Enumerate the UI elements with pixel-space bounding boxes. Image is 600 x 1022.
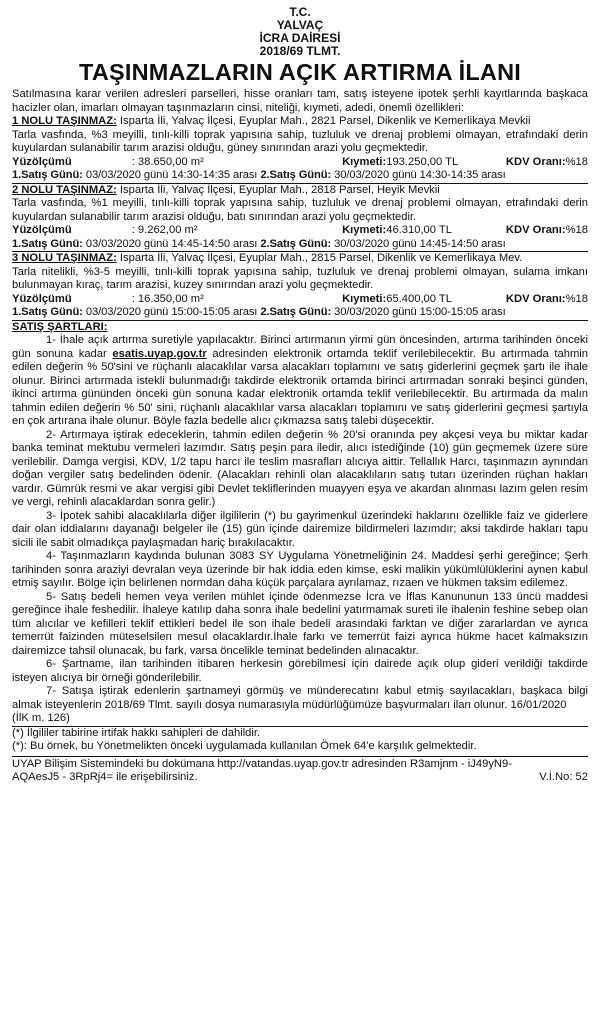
area-label: Yüzölçümü [12,292,72,305]
property-values-row [12,224,588,238]
conditions-heading: SATIŞ ŞARTLARI: [12,320,108,333]
area-label: Yüzölçümü [12,224,72,236]
esatis-link[interactable]: esatis.uyap.gov.tr [112,347,207,360]
property-description: Tarla vasfında, %3 meyilli, tınlı-killi toprak yapısına sahip, tuzluluk ve drenaj problemi olmayan, etrafındaki derin kuyulardan sulanabilir tarım arazisi olduğu, güney sınırından arazi yolu geçmektedir. [12,128,588,154]
value-label: Kıymeti: [342,292,387,305]
footer-access-line: UYAP Bilişim Sistemindeki bu dokümana http://vatandas.uyap.gov.tr adresinden R3amjnm - iJ49yN9- [12,757,512,770]
condition-4: 4- Taşınmazların kaydında bulunan 3083 SY Uygulama Yönetmeliğinin 24. Maddesi şerhi gereğince; Şerh tarihinden sonra araziyi devralan veya üzerinde bir hak iddia eden kimse, eski malikin yükümlülüklerini aynen kabul etmiş sayılır. Bölge için belirlenen normdan daha küçük parçalara ayrılamaz, rızaen ve hükmen taksim edilemez. [12,550,588,589]
property-description: Tarla vasfında, %1 meyilli, tınlı-killi toprak yapısına sahip, tuzluluk ve drenaj problemi olmayan, etrafındaki derin kuyulardan sulanabilir tarım arazisi olduğu, batı sınırından arazi yolu geçmektedir. [12,197,588,223]
kdv-label: KDV Oranı: [505,224,566,236]
kdv-label: KDV Oranı: [505,155,566,168]
condition-1-text: 1- İhale açık artırma suretiyle yapılacaktır. Birinci artırmanın yirmi gün öncesinden, artırma tarihinden önceki gün sonuna kadar [12,334,588,360]
footer-access-code: AQAesJ5 - 3RpRj4= ile erişebilirsiniz. [12,771,198,783]
sale2-date: 30/03/2020 günü 14:30-14:35 arası [331,169,506,181]
kdv-label: KDV Oranı: [505,292,566,305]
property-address: Isparta İli, Yalvaç İlçesi, Eyuplar Mah., 2821 Parsel, Dikenlik ve Kemerlikaya Mevkii [116,115,531,127]
sale1-label: 1.Satış Günü: [12,237,83,250]
note-1: (*) İlgililer tabirine irtifak hakkı sahipleri de dahildir. [12,726,261,739]
intro-paragraph: Satılmasına karar verilen adresleri parselleri, hisse oranları tam, satış isteyene ipotek şerhli kayıtlarında başkaca hacizler olan, imarları olmayan taşınmazların cinsi, niteliği, kıymeti, adedi, önemli özellikleri: [12,88,588,114]
ilk-reference: (İlK m. 126) [12,712,588,727]
value-amount: 46.310,00 TL [386,224,452,236]
header-country: T.C. [289,5,311,19]
footer-vino: V.İ.No: 52 [539,771,588,783]
property-1 [12,115,588,184]
page-title: TAŞINMAZLARIN AÇIK ARTIRMA İLANI [79,59,521,85]
kdv-value: %18 [565,155,589,168]
sale2-date: 30/03/2020 günü 15:00-15:05 arası [331,306,506,318]
property-2 [12,184,588,253]
property-values-row [12,156,588,170]
value-label: Kıymeti: [342,155,387,168]
area-label: Yüzölçümü [12,155,72,168]
area-value: : 38.650,00 m² [131,155,204,168]
kdv-value: %18 [565,292,589,305]
property-address: Isparta İli, Yalvaç İlçesi, Eyuplar Mah., 2815 Parsel, Dikenlik ve Kemerlikaya Mev. [116,252,523,264]
header-file-number: 2018/69 TLMT. [259,44,341,58]
document-header [12,6,588,58]
value-label: Kıymeti: [342,224,387,236]
sale-dates-row [12,306,588,321]
sale1-label: 1.Satış Günü: [12,306,83,318]
sale1-date: 03/03/2020 günü 14:45-14:50 arası [82,237,261,250]
condition-2: 2- Artırmaya iştirak edeceklerin, tahmin edilen değerin % 20'si oranında pey akçesi veya bu miktar kadar banka teminat mektubu vermeleri lazımdır. Satış peşin para iledir, alıcı istediğinde (10) gün geçmemek üzere süre verilebilir. Damga vergisi, KDV, 1/2 tapu harcı ile teslim masrafları alıcıya aittir. Tellallık Harcı, taşınmazın aynından doğan vergiler satış bedelinden ödenir. (Alacakları rehinli olan alacaklıların satış tutarı üzerinden rüçhan hakları vardır. Gümrük resmi ve akar vergisi gibi Devlet tekliflerinden muayyen eşya ve akardan alınması lazım gelen resim ve vergi, rehinli alacaklardan sonra gelir.) [12,428,588,508]
property-values-row [12,293,588,307]
property-title: 3 NOLU TAŞINMAZ: [12,252,117,264]
sale2-date: 30/03/2020 günü 14:45-14:50 arası [331,237,506,250]
sale1-date: 03/03/2020 günü 15:00-15:05 arası [82,306,261,318]
value-amount: 65.400,00 TL [386,292,452,305]
sale2-label: 2.Satış Günü: [260,237,332,250]
condition-5: 5- Satış bedeli hemen veya verilen mühlet içinde ödenmezse İcra ve İflas Kanununun 133 üncü maddesi gereğince ihale feshedilir. İhaleye katılıp daha sonra ihale bedelini yatırmamak sureti ile ihalenin feshine sebep olan tüm alıcılar ve kefilleri teklif ettikleri bedel ile son ihale bedeli arasındaki farktan ve diğer zararlardan ve ayrıca temerrüt faizinden müteselsilen mesul olacaklardır.İhale farkı ve temerrüt faizi ayrıca hükme hacet kalmaksızın dairemizce tahsil olunacak, bu fark, varsa öncelikle teminat bedelinden alınacaktır. [12,590,588,657]
note-2: (*): Bu örnek, bu Yönetmelikten önceki uygulamada kullanılan Örnek 64'e karşılık gelmektedir. [12,740,477,752]
kdv-value: %18 [565,224,589,236]
condition-6: 6- Şartname, ilan tarihinden itibaren herkesin görebilmesi için dairede açık olup gideri verildiği takdirde isteyen alıcıya bir örneği gönderilebilir. [12,658,588,684]
sale1-label: 1.Satış Günü: [12,169,83,181]
conditions-section [12,321,588,754]
property-3 [12,252,588,321]
area-value: : 16.350,00 m² [131,292,204,305]
sale1-date: 03/03/2020 günü 14:30-14:35 arası [82,169,261,181]
sale2-label: 2.Satış Günü: [260,169,332,181]
condition-1-text-cont: adresinden elektronik ortamda teklif verilebilecektir. Bu artırmada tahmin edilen değerin % 50'sini ve rüçhanlı alacaklılar varsa alacakları toplamını ve satış giderlerini geçmek şartı ile ihale olunur. Birinci artırmada istekli bulunmadığı takdirde elektronik ortamda birinci artırmadan sonraki beşinci günden, ikinci artırma gününden önceki gün sonuna kadar elektronik ortamda teklif verilebilecektir. Bu artırmada da malın tahmin edilen değerin % 50' sini, rüçhanlı alacaklılar varsa alacakları toplamını ve satış giderlerini geçmesi şartıyla en çok artırana ihale olunur. Böyle fazla bedelle alıcı çıkmazsa satış talebi düşecektir. [12,347,588,427]
header-office: İCRA DAİRESİ [259,31,341,45]
header-district: YALVAÇ [276,18,324,32]
property-title: 1 NOLU TAŞINMAZ: [12,115,117,127]
condition-7: 7- Satışa iştirak edenlerin şartnameyi görmüş ve münderecatını kabul etmiş sayılacakları, başkaca bilgi almak isteyenlerin 2018/69 Tlmt. sayılı dosya numarasıyla müdürlüğümüze başvurmaları ilan olunur. 16/01/2020 [12,685,588,711]
sale-dates-row [12,238,588,253]
uyap-footer [12,756,588,785]
sale2-label: 2.Satış Günü: [260,306,332,318]
condition-1 [12,334,588,429]
property-address: Isparta İli, Yalvaç İlçesi, Eyuplar Mah., 2818 Parsel, Heyik Mevkii [116,183,440,196]
condition-3: 3- İpotek sahibi alacaklılarla diğer ilgililerin (*) bu gayrimenkul üzerindeki haklarını özellikle faiz ve giderlere dair olan iddialarını dayanağı belgeler ile (15) gün içinde dairemize bildirmeleri lazımdır; aksi takdirde hakları tapu sicili ile sabit olmadıkça paylaşmadan hariç bırakılacaktır. [12,509,588,549]
value-amount: 193.250,00 TL [386,155,459,168]
property-title: 2 NOLU TAŞINMAZ: [12,183,117,196]
area-value: : 9.262,00 m² [131,224,198,236]
sale-dates-row [12,169,588,184]
property-description: Tarla nitelikli, %3-5 meyilli, tınlı-killi toprak yapısına sahip, tuzluluk ve drenaj problemi olmayan, sulama imkanı bulunmayan kıraç, tarım arazisi, kuzey sınırından arazi yolu geçmektedir. [12,265,588,291]
